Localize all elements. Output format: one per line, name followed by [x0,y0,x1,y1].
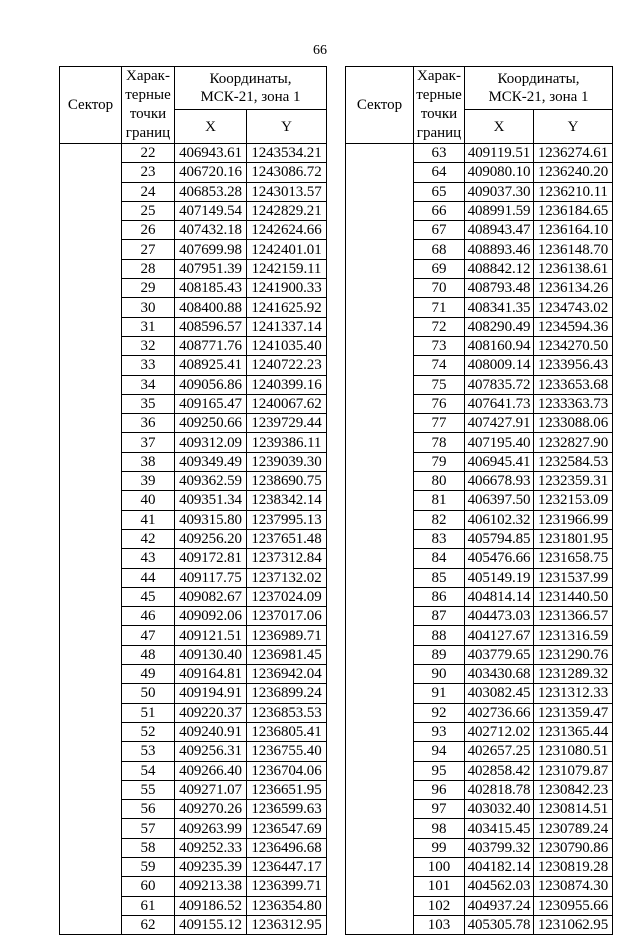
point-number-cell: 47 [122,626,175,645]
x-coordinate-cell: 409119.51 [465,144,534,163]
header-sector: Сектор [346,67,414,144]
y-coordinate-cell: 1236651.95 [247,780,327,799]
x-coordinate-cell: 409092.06 [175,607,247,626]
point-number-cell: 64 [414,163,465,182]
x-coordinate-cell: 409270.26 [175,800,247,819]
x-coordinate-cell: 403415.45 [465,819,534,838]
y-coordinate-cell: 1236989.71 [247,626,327,645]
point-number-cell: 31 [122,317,175,336]
point-number-cell: 26 [122,221,175,240]
y-coordinate-cell: 1242159.11 [247,259,327,278]
point-number-cell: 82 [414,510,465,529]
x-coordinate-cell: 406945.41 [465,452,534,471]
x-coordinate-cell: 402858.42 [465,761,534,780]
y-coordinate-cell: 1236312.95 [247,915,327,934]
y-coordinate-cell: 1230790.86 [534,838,613,857]
y-coordinate-cell: 1236164.10 [534,221,613,240]
x-coordinate-cell: 409240.91 [175,722,247,741]
point-number-cell: 28 [122,259,175,278]
y-coordinate-cell: 1231359.47 [534,703,613,722]
x-coordinate-cell: 403779.65 [465,645,534,664]
sector-cell [346,144,414,935]
x-coordinate-cell: 408341.35 [465,298,534,317]
y-coordinate-cell: 1243013.57 [247,182,327,201]
point-number-cell: 37 [122,433,175,452]
point-number-cell: 22 [122,144,175,163]
x-coordinate-cell: 409362.59 [175,472,247,491]
y-coordinate-cell: 1231080.51 [534,742,613,761]
point-number-cell: 86 [414,587,465,606]
x-coordinate-cell: 407699.98 [175,240,247,259]
x-coordinate-cell: 408893.46 [465,240,534,259]
header-char-line-3: точки [129,106,167,122]
point-number-cell: 32 [122,336,175,355]
point-number-cell: 48 [122,645,175,664]
y-coordinate-cell: 1230814.51 [534,800,613,819]
coordinates-table-left [59,66,327,935]
point-number-cell: 43 [122,549,175,568]
y-coordinate-cell: 1236210.11 [534,182,613,201]
x-coordinate-cell: 409194.91 [175,684,247,703]
y-coordinate-cell: 1237995.13 [247,510,327,529]
point-number-cell: 49 [122,665,175,684]
point-number-cell: 73 [414,336,465,355]
point-number-cell: 38 [122,452,175,471]
point-number-cell: 66 [414,201,465,220]
y-coordinate-cell: 1237651.48 [247,529,327,548]
header-x: X [175,110,247,144]
table-row [60,144,327,163]
point-number-cell: 89 [414,645,465,664]
y-coordinate-cell: 1236447.17 [247,857,327,876]
x-coordinate-cell: 408400.88 [175,298,247,317]
point-number-cell: 42 [122,529,175,548]
y-coordinate-cell: 1236240.20 [534,163,613,182]
point-number-cell: 51 [122,703,175,722]
y-coordinate-cell: 1236704.06 [247,761,327,780]
x-coordinate-cell: 403032.40 [465,800,534,819]
x-coordinate-cell: 407195.40 [465,433,534,452]
x-coordinate-cell: 404814.14 [465,587,534,606]
x-coordinate-cell: 409256.20 [175,529,247,548]
point-number-cell: 76 [414,394,465,413]
point-number-cell: 90 [414,665,465,684]
y-coordinate-cell: 1241625.92 [247,298,327,317]
point-number-cell: 40 [122,491,175,510]
y-coordinate-cell: 1230789.24 [534,819,613,838]
point-number-cell: 99 [414,838,465,857]
point-number-cell: 41 [122,510,175,529]
table-row [346,144,613,163]
x-coordinate-cell: 407149.54 [175,201,247,220]
x-coordinate-cell: 403430.68 [465,665,534,684]
y-coordinate-cell: 1230955.66 [534,896,613,915]
point-number-cell: 27 [122,240,175,259]
point-number-cell: 88 [414,626,465,645]
header-coordinates [465,67,613,110]
point-number-cell: 58 [122,838,175,857]
y-coordinate-cell: 1232359.31 [534,472,613,491]
y-coordinate-cell: 1231801.95 [534,529,613,548]
point-number-cell: 78 [414,433,465,452]
point-number-cell: 75 [414,375,465,394]
point-number-cell: 85 [414,568,465,587]
x-coordinate-cell: 407432.18 [175,221,247,240]
y-coordinate-cell: 1237132.02 [247,568,327,587]
point-number-cell: 101 [414,877,465,896]
point-number-cell: 29 [122,279,175,298]
point-number-cell: 63 [414,144,465,163]
y-coordinate-cell: 1240722.23 [247,356,327,375]
y-coordinate-cell: 1243086.72 [247,163,327,182]
point-number-cell: 71 [414,298,465,317]
y-coordinate-cell: 1239729.44 [247,414,327,433]
sector-cell [60,144,122,935]
point-number-cell: 54 [122,761,175,780]
point-number-cell: 44 [122,568,175,587]
y-coordinate-cell: 1233653.68 [534,375,613,394]
point-number-cell: 70 [414,279,465,298]
x-coordinate-cell: 409130.40 [175,645,247,664]
x-coordinate-cell: 408160.94 [465,336,534,355]
x-coordinate-cell: 409164.81 [175,665,247,684]
point-number-cell: 74 [414,356,465,375]
x-coordinate-cell: 408771.76 [175,336,247,355]
y-coordinate-cell: 1231658.75 [534,549,613,568]
y-coordinate-cell: 1231966.99 [534,510,613,529]
x-coordinate-cell: 405305.78 [465,915,534,934]
point-number-cell: 79 [414,452,465,471]
y-coordinate-cell: 1242624.66 [247,221,327,240]
point-number-cell: 25 [122,201,175,220]
point-number-cell: 84 [414,549,465,568]
x-coordinate-cell: 404182.14 [465,857,534,876]
y-coordinate-cell: 1234743.02 [534,298,613,317]
x-coordinate-cell: 403082.45 [465,684,534,703]
x-coordinate-cell: 406943.61 [175,144,247,163]
x-coordinate-cell: 407427.91 [465,414,534,433]
x-coordinate-cell: 409165.47 [175,394,247,413]
header-char-line-1: Харак- [126,68,170,84]
x-coordinate-cell: 409037.30 [465,182,534,201]
point-number-cell: 33 [122,356,175,375]
x-coordinate-cell: 408991.59 [465,201,534,220]
y-coordinate-cell: 1231366.57 [534,607,613,626]
point-number-cell: 60 [122,877,175,896]
y-coordinate-cell: 1241035.40 [247,336,327,355]
header-coord-line-1: Координаты, [497,71,580,87]
x-coordinate-cell: 402657.25 [465,742,534,761]
header-coord-line-2: МСК-21, зона 1 [200,89,301,105]
x-coordinate-cell: 405476.66 [465,549,534,568]
point-number-cell: 80 [414,472,465,491]
header-characteristic-points [122,67,175,144]
y-coordinate-cell: 1231290.76 [534,645,613,664]
point-number-cell: 69 [414,259,465,278]
x-coordinate-cell: 406720.16 [175,163,247,182]
coordinates-table-right [345,66,613,935]
x-coordinate-cell: 409082.67 [175,587,247,606]
x-coordinate-cell: 409351.34 [175,491,247,510]
y-coordinate-cell: 1232153.09 [534,491,613,510]
x-coordinate-cell: 409186.52 [175,896,247,915]
x-coordinate-cell: 408943.47 [465,221,534,240]
x-coordinate-cell: 406102.32 [465,510,534,529]
point-number-cell: 45 [122,587,175,606]
y-coordinate-cell: 1236599.63 [247,800,327,819]
header-characteristic-points [414,67,465,144]
header-coord-line-1: Координаты, [209,71,292,87]
point-number-cell: 35 [122,394,175,413]
x-coordinate-cell: 409312.09 [175,433,247,452]
header-sector: Сектор [60,67,122,144]
point-number-cell: 94 [414,742,465,761]
y-coordinate-cell: 1232584.53 [534,452,613,471]
point-number-cell: 83 [414,529,465,548]
point-number-cell: 53 [122,742,175,761]
point-number-cell: 98 [414,819,465,838]
y-coordinate-cell: 1231062.95 [534,915,613,934]
point-number-cell: 95 [414,761,465,780]
header-char-line-4: границ [416,125,462,141]
y-coordinate-cell: 1231079.87 [534,761,613,780]
x-coordinate-cell: 402818.78 [465,780,534,799]
y-coordinate-cell: 1236354.80 [247,896,327,915]
x-coordinate-cell: 409117.75 [175,568,247,587]
x-coordinate-cell: 409256.31 [175,742,247,761]
x-coordinate-cell: 407951.39 [175,259,247,278]
x-coordinate-cell: 409155.12 [175,915,247,934]
y-coordinate-cell: 1238690.75 [247,472,327,491]
y-coordinate-cell: 1231316.59 [534,626,613,645]
y-coordinate-cell: 1236138.61 [534,259,613,278]
point-number-cell: 91 [414,684,465,703]
x-coordinate-cell: 409080.10 [465,163,534,182]
header-x: X [465,110,534,144]
x-coordinate-cell: 402712.02 [465,722,534,741]
y-coordinate-cell: 1236805.41 [247,722,327,741]
y-coordinate-cell: 1241900.33 [247,279,327,298]
x-coordinate-cell: 409263.99 [175,819,247,838]
y-coordinate-cell: 1242829.21 [247,201,327,220]
y-coordinate-cell: 1231365.44 [534,722,613,741]
y-coordinate-cell: 1230819.28 [534,857,613,876]
point-number-cell: 61 [122,896,175,915]
header-y: Y [534,110,613,144]
y-coordinate-cell: 1230874.30 [534,877,613,896]
x-coordinate-cell: 407641.73 [465,394,534,413]
point-number-cell: 77 [414,414,465,433]
point-number-cell: 100 [414,857,465,876]
y-coordinate-cell: 1243534.21 [247,144,327,163]
x-coordinate-cell: 406853.28 [175,182,247,201]
table-body-left [60,144,327,935]
table-body-right [346,144,613,935]
y-coordinate-cell: 1233363.73 [534,394,613,413]
header-char-line-3: точки [420,106,458,122]
y-coordinate-cell: 1237024.09 [247,587,327,606]
x-coordinate-cell: 409172.81 [175,549,247,568]
y-coordinate-cell: 1240399.16 [247,375,327,394]
y-coordinate-cell: 1230842.23 [534,780,613,799]
point-number-cell: 62 [122,915,175,934]
y-coordinate-cell: 1236496.68 [247,838,327,857]
point-number-cell: 67 [414,221,465,240]
x-coordinate-cell: 406397.50 [465,491,534,510]
header-char-line-1: Харак- [417,68,461,84]
y-coordinate-cell: 1236899.24 [247,684,327,703]
point-number-cell: 103 [414,915,465,934]
point-number-cell: 57 [122,819,175,838]
y-coordinate-cell: 1236399.71 [247,877,327,896]
point-number-cell: 36 [122,414,175,433]
point-number-cell: 59 [122,857,175,876]
point-number-cell: 93 [414,722,465,741]
x-coordinate-cell: 408842.12 [465,259,534,278]
y-coordinate-cell: 1233088.06 [534,414,613,433]
y-coordinate-cell: 1237312.84 [247,549,327,568]
page-number: 66 [313,43,327,58]
x-coordinate-cell: 408925.41 [175,356,247,375]
point-number-cell: 52 [122,722,175,741]
x-coordinate-cell: 403799.32 [465,838,534,857]
header-char-line-2: терные [125,87,171,103]
y-coordinate-cell: 1234270.50 [534,336,613,355]
point-number-cell: 102 [414,896,465,915]
x-coordinate-cell: 408290.49 [465,317,534,336]
x-coordinate-cell: 408793.48 [465,279,534,298]
x-coordinate-cell: 408596.57 [175,317,247,336]
x-coordinate-cell: 408185.43 [175,279,247,298]
header-char-line-4: границ [125,125,171,141]
x-coordinate-cell: 402736.66 [465,703,534,722]
point-number-cell: 55 [122,780,175,799]
x-coordinate-cell: 409250.66 [175,414,247,433]
x-coordinate-cell: 409266.40 [175,761,247,780]
x-coordinate-cell: 404473.03 [465,607,534,626]
x-coordinate-cell: 409235.39 [175,857,247,876]
y-coordinate-cell: 1239039.30 [247,452,327,471]
x-coordinate-cell: 404127.67 [465,626,534,645]
point-number-cell: 97 [414,800,465,819]
point-number-cell: 23 [122,163,175,182]
x-coordinate-cell: 409213.38 [175,877,247,896]
y-coordinate-cell: 1242401.01 [247,240,327,259]
header-coordinates [175,67,327,110]
header-y: Y [247,110,327,144]
y-coordinate-cell: 1236942.04 [247,665,327,684]
point-number-cell: 39 [122,472,175,491]
point-number-cell: 46 [122,607,175,626]
y-coordinate-cell: 1232827.90 [534,433,613,452]
y-coordinate-cell: 1231440.50 [534,587,613,606]
y-coordinate-cell: 1234594.36 [534,317,613,336]
x-coordinate-cell: 409271.07 [175,780,247,799]
y-coordinate-cell: 1241337.14 [247,317,327,336]
y-coordinate-cell: 1231289.32 [534,665,613,684]
y-coordinate-cell: 1236148.70 [534,240,613,259]
y-coordinate-cell: 1236184.65 [534,201,613,220]
point-number-cell: 96 [414,780,465,799]
x-coordinate-cell: 405149.19 [465,568,534,587]
point-number-cell: 87 [414,607,465,626]
y-coordinate-cell: 1238342.14 [247,491,327,510]
x-coordinate-cell: 409220.37 [175,703,247,722]
x-coordinate-cell: 409056.86 [175,375,247,394]
point-number-cell: 34 [122,375,175,394]
y-coordinate-cell: 1231312.33 [534,684,613,703]
header-coord-line-2: МСК-21, зона 1 [488,89,589,105]
y-coordinate-cell: 1236755.40 [247,742,327,761]
y-coordinate-cell: 1236853.53 [247,703,327,722]
x-coordinate-cell: 406678.93 [465,472,534,491]
y-coordinate-cell: 1239386.11 [247,433,327,452]
x-coordinate-cell: 409121.51 [175,626,247,645]
y-coordinate-cell: 1236981.45 [247,645,327,664]
y-coordinate-cell: 1240067.62 [247,394,327,413]
header-char-line-2: терные [416,87,462,103]
point-number-cell: 50 [122,684,175,703]
point-number-cell: 56 [122,800,175,819]
x-coordinate-cell: 409349.49 [175,452,247,471]
x-coordinate-cell: 409252.33 [175,838,247,857]
y-coordinate-cell: 1236134.26 [534,279,613,298]
y-coordinate-cell: 1233956.43 [534,356,613,375]
y-coordinate-cell: 1231537.99 [534,568,613,587]
y-coordinate-cell: 1236547.69 [247,819,327,838]
x-coordinate-cell: 407835.72 [465,375,534,394]
point-number-cell: 65 [414,182,465,201]
x-coordinate-cell: 408009.14 [465,356,534,375]
point-number-cell: 68 [414,240,465,259]
x-coordinate-cell: 405794.85 [465,529,534,548]
y-coordinate-cell: 1236274.61 [534,144,613,163]
point-number-cell: 72 [414,317,465,336]
point-number-cell: 92 [414,703,465,722]
x-coordinate-cell: 404562.03 [465,877,534,896]
point-number-cell: 24 [122,182,175,201]
x-coordinate-cell: 404937.24 [465,896,534,915]
point-number-cell: 30 [122,298,175,317]
x-coordinate-cell: 409315.80 [175,510,247,529]
y-coordinate-cell: 1237017.06 [247,607,327,626]
point-number-cell: 81 [414,491,465,510]
